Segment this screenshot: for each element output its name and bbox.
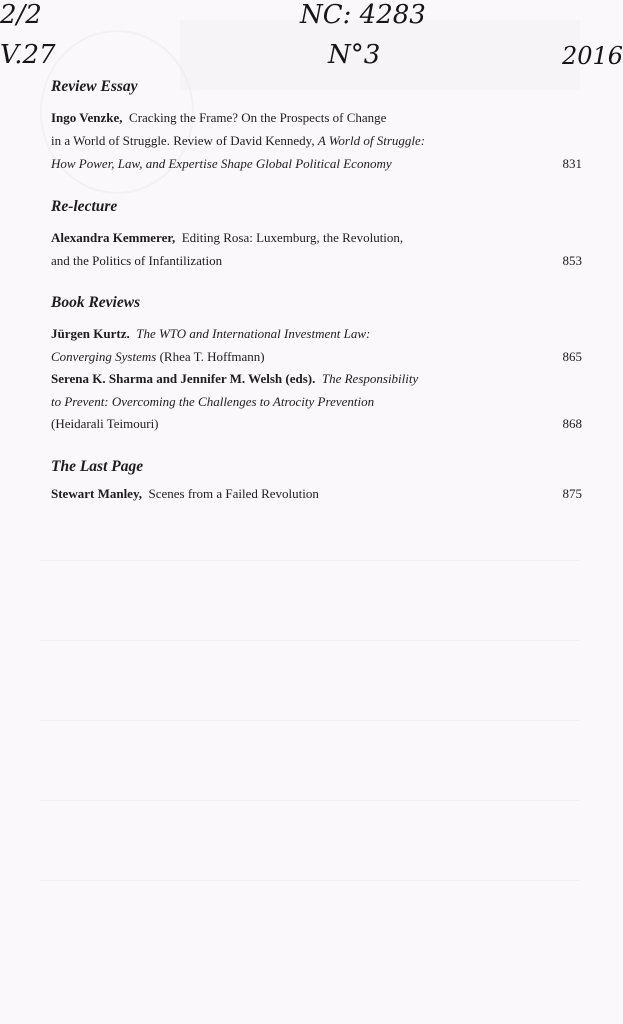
entry-author: Ingo Venzke, — [51, 110, 123, 125]
handwritten-volume: V.27 — [0, 40, 56, 70]
entry-author: Serena K. Sharma and Jennifer M. Welsh (eds). — [51, 371, 316, 386]
toc-entry-line — [51, 371, 418, 387]
entry-page-number: 865 — [562, 349, 582, 364]
entry-title: Cracking the Frame? On the Prospects of Change — [129, 110, 387, 125]
bleed-through-block — [40, 720, 580, 721]
bleed-through-block — [40, 800, 580, 801]
toc-entry-line — [51, 486, 319, 502]
entry-title: in a World of Struggle. Review of David Kennedy, — [51, 133, 318, 148]
handwritten-call-number: NC: 4283 — [300, 0, 426, 30]
entry-title-italic: to Prevent: Overcoming the Challenges to Atrocity Prevention — [51, 394, 375, 409]
handwritten-year: 2016 — [562, 42, 623, 70]
entry-reviewer: (Rhea T. Hoffmann) — [156, 349, 265, 364]
toc-entry-line — [51, 133, 425, 149]
entry-title: Scenes from a Failed Revolution — [148, 486, 319, 501]
entry-author: Stewart Manley, — [51, 486, 142, 501]
bleed-through-block — [40, 560, 580, 561]
toc-entry-line — [51, 110, 386, 126]
entry-title-italic: Converging Systems — [51, 349, 157, 364]
entry-title: and the Politics of Infantilization — [51, 253, 223, 268]
section-heading-last-page: The Last Page — [51, 458, 144, 475]
entry-page-number: 853 — [562, 253, 582, 268]
toc-entry-line — [51, 394, 374, 410]
entry-author: Jürgen Kurtz. — [51, 326, 130, 341]
entry-title-italic: How Power, Law, and Expertise Shape Global Political Economy — [51, 156, 392, 171]
entry-title-italic: The Responsibility — [321, 371, 419, 386]
bleed-through-block — [40, 880, 580, 881]
entry-title-italic: The WTO and International Investment Law: — [136, 326, 371, 341]
entry-page-number: 831 — [562, 156, 582, 171]
section-heading-review-essay: Review Essay — [51, 78, 138, 95]
bleed-through-block — [40, 640, 580, 641]
entry-page-number: 875 — [562, 486, 582, 501]
section-heading-book-reviews: Book Reviews — [51, 294, 141, 311]
toc-entry-line — [51, 156, 392, 172]
entry-reviewer: (Heidarali Teimouri) — [51, 416, 159, 431]
handwritten-shelf-mark: 2/2 — [0, 0, 42, 30]
entry-author: Alexandra Kemmerer, — [51, 230, 176, 245]
toc-entry-line — [51, 326, 370, 342]
toc-entry-line — [51, 349, 265, 365]
entry-page-number: 868 — [562, 416, 582, 431]
toc-entry-line — [51, 230, 403, 246]
section-heading-re-lecture: Re-lecture — [51, 198, 118, 215]
toc-entry-line — [51, 253, 222, 269]
handwritten-issue-number: N°3 — [328, 40, 381, 70]
toc-entry-line — [51, 416, 159, 432]
entry-title-italic: A World of Struggle: — [317, 133, 426, 148]
entry-title: Editing Rosa: Luxemburg, the Revolution, — [181, 230, 404, 245]
